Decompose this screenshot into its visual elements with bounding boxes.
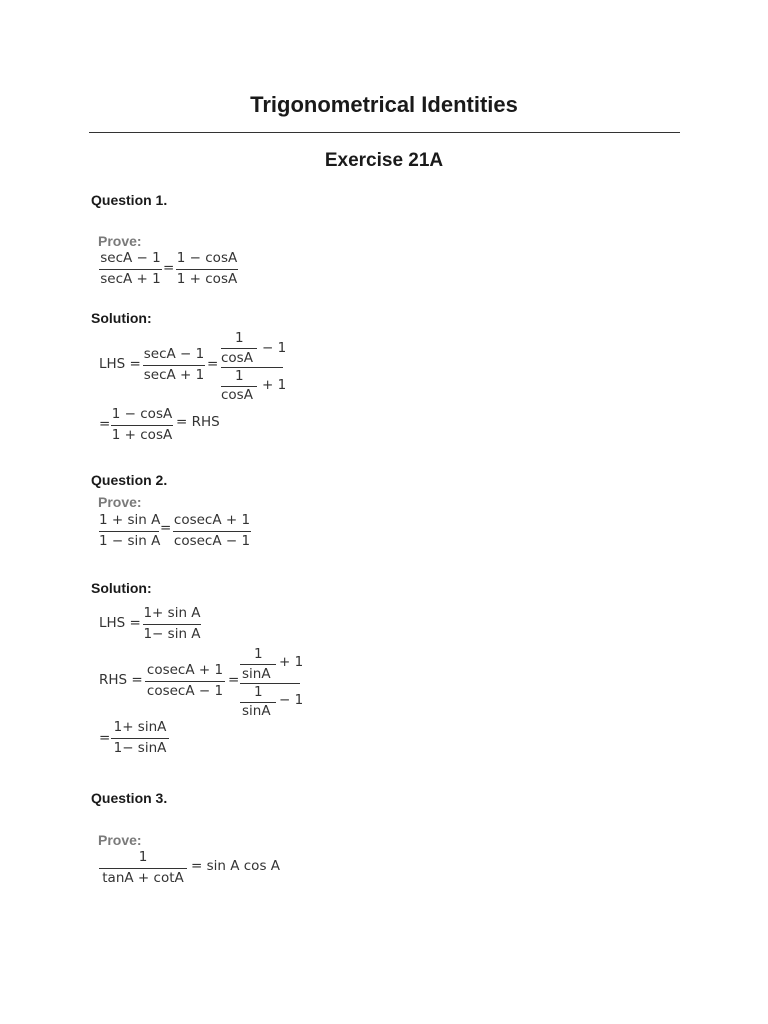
q1-prove-rhs-numerator: 1 − cosA xyxy=(176,250,238,266)
q1-cf-bot-op: + 1 xyxy=(262,377,287,393)
q1-cf-top-one: 1 xyxy=(235,330,244,346)
fraction-bar xyxy=(176,269,238,270)
q1-solution-equals: = xyxy=(207,356,219,372)
fraction-bar xyxy=(145,681,225,682)
q1-prove-rhs-fraction xyxy=(176,252,238,288)
q2-cf-top-one: 1 xyxy=(254,646,263,662)
q2-cf-bot-op: − 1 xyxy=(279,692,304,708)
title-divider xyxy=(89,132,680,133)
question-3-heading: Question 3. xyxy=(91,790,168,806)
q1-cf-bot-den: cosA xyxy=(221,387,253,403)
q1-prove-lhs-denominator: secA + 1 xyxy=(100,271,161,287)
q2-final-fraction xyxy=(111,721,169,757)
fraction-bar xyxy=(221,348,257,349)
q2-prove-rhs-denominator: cosecA − 1 xyxy=(173,533,251,549)
q2-final-numerator: 1+ sinA xyxy=(113,719,167,735)
fraction-bar xyxy=(111,425,173,426)
q2-prove-lhs-fraction xyxy=(99,514,159,550)
q2-complex-fraction xyxy=(240,646,304,720)
question-2-prove-label: Prove: xyxy=(98,494,142,510)
fraction-bar xyxy=(99,531,159,532)
fraction-bar xyxy=(111,738,169,739)
q1-final-denominator: 1 + cosA xyxy=(111,427,173,443)
q3-prove-rhs: = sin A cos A xyxy=(191,858,281,874)
main-fraction-bar xyxy=(240,683,300,684)
q2-final-equals: = xyxy=(99,730,111,746)
q3-prove-lhs-fraction xyxy=(99,851,187,887)
q2-prove-lhs-denominator: 1 − sin A xyxy=(99,533,161,549)
q2-solution-rhs-denominator: cosecA − 1 xyxy=(146,683,224,699)
question-2-solution-label: Solution: xyxy=(91,580,152,596)
main-fraction-bar xyxy=(221,367,283,368)
fraction-bar xyxy=(143,624,201,625)
q1-cf-top-op: − 1 xyxy=(262,340,287,356)
q1-solution-numerator: secA − 1 xyxy=(143,346,205,362)
q1-solution-lhs-label: LHS = xyxy=(99,356,141,372)
q1-solution-denominator: secA + 1 xyxy=(143,367,205,383)
q2-solution-rhs-label: RHS = xyxy=(99,672,143,688)
fraction-bar xyxy=(99,269,162,270)
question-1-prove-label: Prove: xyxy=(98,233,142,249)
fraction-bar xyxy=(173,531,251,532)
q1-final-rhs: = RHS xyxy=(176,414,220,430)
q2-prove-rhs-numerator: cosecA + 1 xyxy=(173,512,251,528)
exercise-title: Exercise 21A xyxy=(324,150,444,171)
question-3-prove-label: Prove: xyxy=(98,832,142,848)
q2-cf-bot-den: sinA xyxy=(242,703,271,719)
q2-solution-rhs-numerator: cosecA + 1 xyxy=(146,662,224,678)
q2-solution-lhs-numerator: 1+ sin A xyxy=(143,605,201,621)
q2-solution-rhs-fraction xyxy=(145,664,225,700)
q2-prove-operator: = xyxy=(160,520,172,536)
q1-solution-fraction xyxy=(143,348,205,384)
q2-prove-rhs-fraction xyxy=(173,514,251,550)
q1-cf-bot-one: 1 xyxy=(235,368,244,384)
q1-prove-rhs-denominator: 1 + cosA xyxy=(176,271,238,287)
q1-prove-operator: = xyxy=(163,260,175,276)
fraction-bar xyxy=(240,664,276,665)
q2-solution-lhs-fraction xyxy=(143,607,201,643)
q2-prove-lhs-numerator: 1 + sin A xyxy=(99,512,161,528)
q2-cf-bot-one: 1 xyxy=(254,684,263,700)
q2-final-denominator: 1− sinA xyxy=(113,740,167,756)
q2-cf-top-den: sinA xyxy=(242,666,271,682)
q1-cf-top-den: cosA xyxy=(221,350,253,366)
q1-complex-fraction xyxy=(221,330,287,404)
question-1-solution-label: Solution: xyxy=(91,310,152,326)
q1-prove-lhs-fraction xyxy=(99,252,162,288)
q1-final-equals: = xyxy=(99,416,111,432)
q2-solution-equals: = xyxy=(228,672,240,688)
q2-solution-lhs-label: LHS = xyxy=(99,615,141,631)
q2-solution-lhs-denominator: 1− sin A xyxy=(143,626,201,642)
q3-prove-lhs-numerator: 1 xyxy=(138,849,148,865)
q1-final-numerator: 1 − cosA xyxy=(111,406,173,422)
question-1-heading: Question 1. xyxy=(91,192,168,208)
q3-prove-lhs-denominator: tanA + cotA xyxy=(102,870,184,886)
page-title: Trigonometrical Identities xyxy=(250,92,518,117)
q2-cf-top-op: + 1 xyxy=(279,654,304,670)
fraction-bar xyxy=(143,365,205,366)
fraction-bar xyxy=(99,868,187,869)
q1-final-fraction xyxy=(111,408,173,444)
q1-prove-lhs-numerator: secA − 1 xyxy=(100,250,161,266)
question-2-heading: Question 2. xyxy=(91,472,168,488)
